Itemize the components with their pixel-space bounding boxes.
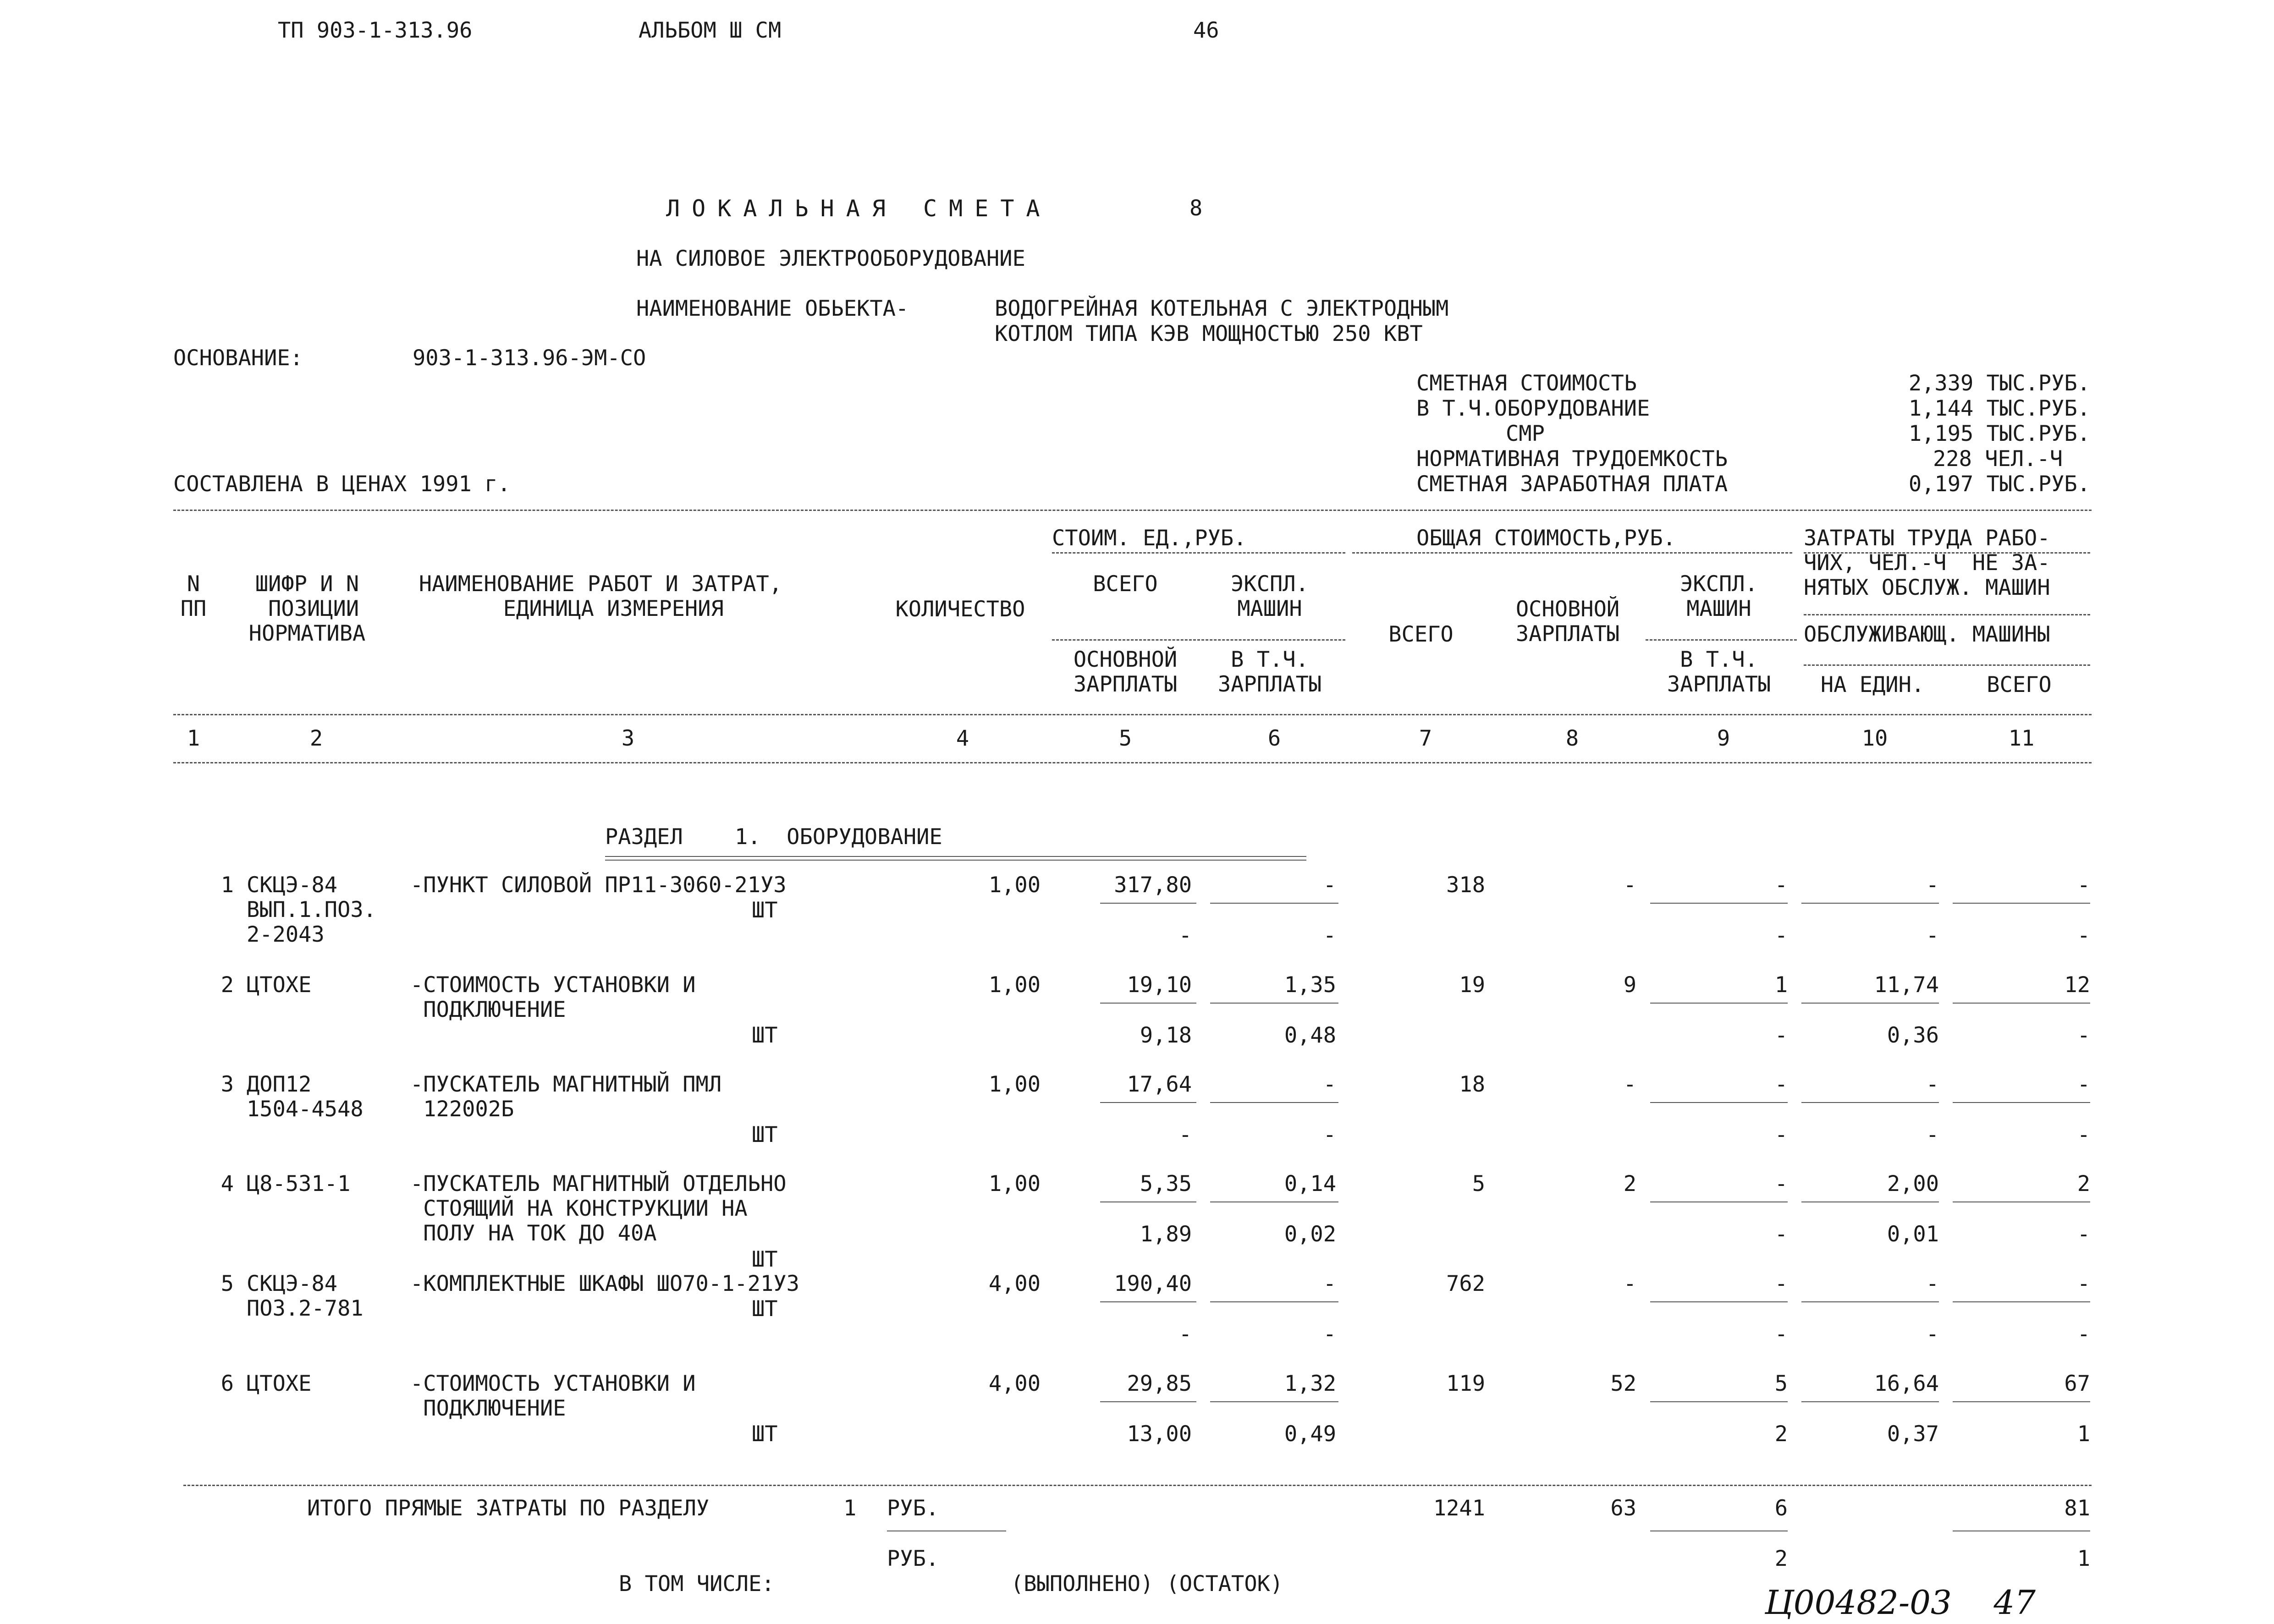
row-code: СКЦЭ-84 ПОЗ.2-781 — [247, 1271, 363, 1321]
cell-divider — [1650, 1003, 1788, 1004]
summary-value: 1,195 ТЫС.РУБ. — [1908, 421, 2090, 446]
summary-label: СМЕТНАЯ ЗАРАБОТНАЯ ПЛАТА — [1416, 472, 1728, 497]
totals-unit: РУБ. — [887, 1496, 939, 1521]
row-unit-incl-wages: - — [1323, 1122, 1336, 1147]
col-number: 8 — [1565, 726, 1579, 751]
row-labor-per-unit: - — [1926, 1271, 1939, 1296]
row-unit-incl-wages: 0,02 — [1284, 1222, 1336, 1247]
row-name: -СТОИМОСТЬ УСТАНОВКИ И ПОДКЛЮЧЕНИЕ — [410, 972, 696, 1022]
col-header-unit-incl: В Т.Ч. ЗАРПЛАТЫ — [1217, 647, 1322, 697]
row-total-incl-wages: - — [1774, 1023, 1788, 1048]
row-unit-total: 190,40 — [1114, 1271, 1192, 1296]
cell-divider — [1801, 903, 1939, 904]
row-unit: ШТ — [752, 1023, 778, 1048]
row-labor-per-unit: - — [1926, 1072, 1939, 1097]
col-header-name: НАИМЕНОВАНИЕ РАБОТ И ЗАТРАТ, ЕДИНИЦА ИЗМЕРЕНИЯ — [418, 571, 782, 621]
row-service-total: - — [2077, 1222, 2090, 1247]
header-rule — [1352, 552, 1792, 554]
row-unit-incl-wages: - — [1323, 1322, 1336, 1347]
col-header-code: ШИФР И N ПОЗИЦИИ НОРМАТИВА — [248, 571, 366, 646]
object-name-line2: КОТЛОМ ТИПА КЭВ МОЩНОСТЬЮ 250 КВТ — [995, 321, 1423, 346]
row-labor-total: - — [2077, 1271, 2090, 1296]
header-rule — [1804, 664, 2090, 666]
header-top-rule — [173, 510, 2092, 511]
row-labor-per-unit: 2,00 — [1887, 1171, 1939, 1196]
row-labor-per-unit: - — [1926, 872, 1939, 898]
row-total-machines: 5 — [1774, 1371, 1788, 1396]
totals-label: ИТОГО ПРЯМЫЕ ЗАТРАТЫ ПО РАЗДЕЛУ — [307, 1496, 710, 1521]
row-service-per-unit: 0,01 — [1887, 1222, 1939, 1247]
col-number: 7 — [1419, 726, 1432, 751]
summary-label: СМЕТНАЯ СТОИМОСТЬ — [1416, 371, 1637, 396]
totals-unit-2: РУБ. — [887, 1546, 939, 1571]
album-label: АЛЬБОМ Ш СМ — [639, 18, 782, 43]
row-unit-incl-wages: 0,49 — [1284, 1421, 1336, 1447]
cell-divider — [1953, 1102, 2090, 1103]
header-rule — [1804, 614, 2090, 615]
row-total: 318 — [1446, 872, 1485, 898]
row-unit-wages: - — [1178, 1322, 1192, 1347]
row-unit: ШТ — [752, 1296, 778, 1322]
row-unit: ШТ — [752, 1247, 778, 1272]
col-number: 1 — [187, 726, 200, 751]
row-code: ЦТОХЕ — [247, 972, 312, 998]
totals-machines: 6 — [1774, 1496, 1788, 1521]
header-rule — [1052, 639, 1345, 641]
row-labor-total: - — [2077, 872, 2090, 898]
row-quantity: 1,00 — [988, 972, 1041, 998]
row-unit-machines: 0,14 — [1284, 1171, 1336, 1196]
row-labor-per-unit: 11,74 — [1874, 972, 1939, 998]
col-number: 10 — [1861, 726, 1888, 751]
row-labor-total: - — [2077, 1072, 2090, 1097]
row-unit-machines: - — [1323, 1271, 1336, 1296]
row-total-wages: - — [1623, 1271, 1636, 1296]
row-unit-wages: - — [1178, 923, 1192, 948]
row-quantity: 1,00 — [988, 872, 1041, 898]
col-header-labor-per-unit: НА ЕДИН. — [1820, 672, 1925, 697]
cell-divider — [1801, 1102, 1939, 1103]
row-service-total: - — [2077, 1322, 2090, 1347]
row-labor-total: 12 — [2064, 972, 2090, 998]
row-unit-machines: 1,32 — [1284, 1371, 1336, 1396]
row-unit-total: 5,35 — [1140, 1171, 1192, 1196]
totals-wages: 63 — [1610, 1496, 1636, 1521]
cell-divider — [1100, 1003, 1196, 1004]
summary-value: 1,144 ТЫС.РУБ. — [1908, 396, 2090, 421]
cell-divider — [1650, 903, 1788, 904]
totals-top-rule — [183, 1485, 2092, 1486]
row-unit-wages: 1,89 — [1140, 1222, 1192, 1247]
col-header-unit-machines: ЭКСПЛ. МАШИН — [1231, 571, 1309, 621]
header-rule — [1052, 552, 1345, 554]
row-unit: ШТ — [752, 1421, 778, 1447]
cell-divider — [1100, 1301, 1196, 1302]
cell-divider — [1100, 903, 1196, 904]
document-subject: НА СИЛОВОЕ ЭЛЕКТРООБОРУДОВАНИЕ — [636, 246, 1025, 271]
row-service-total: - — [2077, 1023, 2090, 1048]
row-total-wages: - — [1623, 1072, 1636, 1097]
cell-divider — [1801, 1301, 1939, 1302]
row-total: 18 — [1459, 1072, 1485, 1097]
row-name: -СТОИМОСТЬ УСТАНОВКИ И ПОДКЛЮЧЕНИЕ — [410, 1371, 696, 1421]
row-unit-machines: - — [1323, 1072, 1336, 1097]
row-code: ЦТОХЕ — [247, 1371, 312, 1396]
row-total: 119 — [1446, 1371, 1485, 1396]
totals-incl-values: (ВЫПОЛНЕНО) (ОСТАТОК) — [1011, 1571, 1283, 1597]
totals-section-no: 1 — [843, 1496, 857, 1521]
row-unit-total: 19,10 — [1127, 972, 1192, 998]
row-service-per-unit: - — [1926, 1122, 1939, 1147]
col-header-unit-total: ВСЕГО — [1093, 571, 1158, 597]
col-number: 3 — [621, 726, 635, 751]
row-code: СКЦЭ-84 ВЫП.1.ПОЗ. 2-2043 — [247, 872, 376, 947]
col-number: 4 — [956, 726, 969, 751]
row-total-incl-wages: - — [1774, 1222, 1788, 1247]
row-total-machines: - — [1774, 872, 1788, 898]
row-unit-wages: - — [1178, 1122, 1192, 1147]
header-bottom-rule — [173, 714, 2092, 715]
row-total: 19 — [1459, 972, 1485, 998]
basis-value: 903-1-313.96-ЭМ-СО — [413, 346, 646, 371]
document-number: 8 — [1189, 196, 1203, 221]
col-number: 2 — [309, 726, 323, 751]
row-total-wages: 9 — [1623, 972, 1636, 998]
row-number: 1 — [220, 872, 234, 898]
row-quantity: 1,00 — [988, 1072, 1041, 1097]
summary-value: 0,197 ТЫС.РУБ. — [1908, 472, 2090, 497]
row-name: -ПУСКАТЕЛЬ МАГНИТНЫЙ ПМЛ 122002Б — [410, 1072, 722, 1122]
row-unit: ШТ — [752, 898, 778, 923]
row-total-incl-wages: - — [1774, 923, 1788, 948]
row-service-total: - — [2077, 923, 2090, 948]
section-underline — [605, 856, 1306, 861]
row-code: Ц8-531-1 — [247, 1171, 351, 1196]
col-header-total-cost: ОБЩАЯ СТОИМОСТЬ,РУБ. — [1416, 526, 1676, 551]
row-number: 4 — [220, 1171, 234, 1196]
prices-note: СОСТАВЛЕНА В ЦЕНАХ 1991 г. — [173, 472, 511, 497]
row-service-per-unit: 0,37 — [1887, 1421, 1939, 1447]
row-number: 6 — [220, 1371, 234, 1396]
col-header-qty: КОЛИЧЕСТВО — [895, 597, 1025, 622]
row-total: 762 — [1446, 1271, 1485, 1296]
totals-incl-machines: 2 — [1774, 1546, 1788, 1571]
column-numbers-rule — [173, 762, 2092, 763]
cell-divider — [1953, 1003, 2090, 1004]
row-service-total: - — [2077, 1122, 2090, 1147]
totals-total: 1241 — [1433, 1496, 1485, 1521]
basis-label: ОСНОВАНИЕ: — [173, 346, 303, 371]
row-unit-total: 17,64 — [1127, 1072, 1192, 1097]
cell-divider — [1953, 1401, 2090, 1402]
summary-value: 2,339 ТЫС.РУБ. — [1908, 371, 2090, 396]
summary-label: СМР — [1506, 421, 1545, 446]
row-total-incl-wages: - — [1774, 1322, 1788, 1347]
row-unit-machines: 1,35 — [1284, 972, 1336, 998]
row-quantity: 4,00 — [988, 1271, 1041, 1296]
row-total-machines: - — [1774, 1072, 1788, 1097]
row-total-incl-wages: 2 — [1774, 1421, 1788, 1447]
col-header-labor: ЗАТРАТЫ ТРУДА РАБО- ЧИХ, ЧЕЛ.-Ч НЕ ЗА- НЯТЫХ ОБСЛУЖ. МАШИН — [1804, 526, 2050, 600]
doc-code: ТП 903-1-313.96 — [278, 18, 473, 43]
header-rule — [1804, 552, 2090, 554]
row-quantity: 4,00 — [988, 1371, 1041, 1396]
cell-divider — [1210, 1401, 1338, 1402]
row-unit-total: 29,85 — [1127, 1371, 1192, 1396]
cell-divider — [1801, 1003, 1939, 1004]
object-name-line1: ВОДОГРЕЙНАЯ КОТЕЛЬНАЯ С ЭЛЕКТРОДНЫМ — [995, 296, 1449, 321]
row-total-wages: 52 — [1610, 1371, 1636, 1396]
col-header-labor-total: ВСЕГО — [1987, 672, 2052, 697]
row-total-wages: 2 — [1623, 1171, 1636, 1196]
cell-divider — [1953, 903, 2090, 904]
col-header-unit-wages: ОСНОВНОЙ ЗАРПЛАТЫ — [1073, 647, 1178, 697]
col-header-total-all: ВСЕГО — [1388, 622, 1454, 647]
row-labor-per-unit: 16,64 — [1874, 1371, 1939, 1396]
cell-divider — [1210, 1102, 1338, 1103]
row-labor-total: 67 — [2064, 1371, 2090, 1396]
handwritten-inventory-number: Ц00482-03 47 — [1765, 1583, 2036, 1622]
row-number: 5 — [220, 1271, 234, 1296]
section-title: РАЗДЕЛ 1. ОБОРУДОВАНИЕ — [605, 824, 942, 850]
cell-divider — [1210, 1301, 1338, 1302]
row-number: 3 — [220, 1072, 234, 1097]
cell-divider — [1953, 1301, 2090, 1302]
cell-divider — [1210, 903, 1338, 904]
row-name: -КОМПЛЕКТНЫЕ ШКАФЫ ШО70-1-21У3 — [410, 1271, 799, 1296]
cell-divider — [1650, 1102, 1788, 1103]
row-total-machines: 1 — [1774, 972, 1788, 998]
header-rule — [1646, 639, 1797, 641]
object-label: НАИМЕНОВАНИЕ ОБЬЕКТА- — [636, 296, 909, 321]
col-number: 5 — [1118, 726, 1132, 751]
row-quantity: 1,00 — [988, 1171, 1041, 1196]
row-total-wages: - — [1623, 872, 1636, 898]
row-service-per-unit: 0,36 — [1887, 1023, 1939, 1048]
col-header-total-wages: ОСНОВНОЙ ЗАРПЛАТЫ — [1515, 597, 1620, 647]
row-unit-total: 317,80 — [1114, 872, 1192, 898]
row-unit-wages: 13,00 — [1127, 1421, 1192, 1447]
row-unit-wages: 9,18 — [1140, 1023, 1192, 1048]
col-header-unit-cost: СТОИМ. ЕД.,РУБ. — [1052, 526, 1247, 551]
row-total-machines: - — [1774, 1171, 1788, 1196]
col-header-total-incl: В Т.Ч. ЗАРПЛАТЫ — [1667, 647, 1771, 697]
col-number: 9 — [1717, 726, 1730, 751]
cell-divider — [1650, 1401, 1788, 1402]
cell-divider — [1210, 1003, 1338, 1004]
row-labor-total: 2 — [2077, 1171, 2090, 1196]
cell-divider — [1801, 1401, 1939, 1402]
col-number: 11 — [2008, 726, 2035, 751]
row-unit-incl-wages: - — [1323, 923, 1336, 948]
row-code: ДОП12 1504-4548 — [247, 1072, 363, 1122]
summary-label: НОРМАТИВНАЯ ТРУДОЕМКОСТЬ — [1416, 446, 1728, 472]
row-total-machines: - — [1774, 1271, 1788, 1296]
col-number: 6 — [1267, 726, 1281, 751]
row-unit-machines: - — [1323, 872, 1336, 898]
row-name: -ПУНКТ СИЛОВОЙ ПР11-3060-21У3 — [410, 872, 787, 898]
totals-incl-labor: 1 — [2077, 1546, 2090, 1571]
row-name: -ПУСКАТЕЛЬ МАГНИТНЫЙ ОТДЕЛЬНО СТОЯЩИЙ НА КОНСТРУКЦИИ НА ПОЛУ НА ТОК ДО 40А — [410, 1171, 787, 1246]
row-service-per-unit: - — [1926, 1322, 1939, 1347]
row-service-per-unit: - — [1926, 923, 1939, 948]
summary-value: 228 ЧЕЛ.-Ч — [1933, 446, 2063, 472]
cell-divider — [1650, 1301, 1788, 1302]
row-total: 5 — [1472, 1171, 1485, 1196]
totals-incl-label: В ТОМ ЧИСЛЕ: — [619, 1571, 775, 1597]
col-header-total-machines: ЭКСПЛ. МАШИН — [1680, 571, 1758, 621]
cell-divider — [1100, 1401, 1196, 1402]
row-unit: ШТ — [752, 1122, 778, 1147]
totals-labor: 81 — [2064, 1496, 2090, 1521]
document-title: ЛОКАЛЬНАЯ СМЕТА — [666, 195, 1052, 222]
row-unit-incl-wages: 0,48 — [1284, 1023, 1336, 1048]
cell-divider — [1100, 1102, 1196, 1103]
col-header-n: N ПП — [180, 571, 207, 621]
row-total-incl-wages: - — [1774, 1122, 1788, 1147]
page-number: 46 — [1193, 18, 1219, 43]
row-number: 2 — [220, 972, 234, 998]
summary-label: В Т.Ч.ОБОРУДОВАНИЕ — [1416, 396, 1650, 421]
row-service-total: 1 — [2077, 1421, 2090, 1447]
col-header-labor-service: ОБСЛУЖИВАЮЩ. МАШИНЫ — [1804, 622, 2050, 647]
